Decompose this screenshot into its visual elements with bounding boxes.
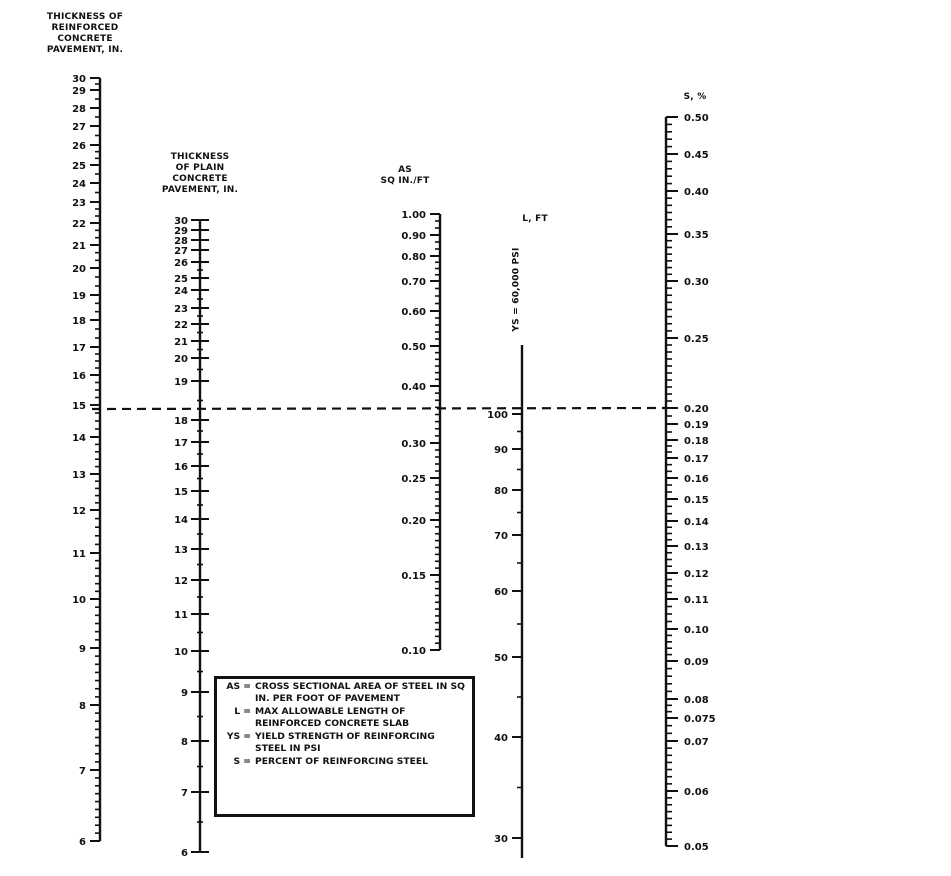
tick-label: 0.17 (684, 454, 709, 465)
tick-label: 6 (79, 837, 86, 848)
title-line: CONCRETE (57, 34, 113, 44)
tick-label: 30 (72, 74, 86, 85)
title-line: CONCRETE (172, 174, 228, 184)
tick-label: 0.10 (401, 646, 426, 657)
tick-label: 23 (174, 304, 188, 315)
tick-label: 0.18 (684, 436, 709, 447)
tick-label: 0.15 (684, 495, 709, 506)
axis-As (401, 210, 440, 657)
axis-L (487, 345, 522, 858)
tick-label: 15 (174, 487, 188, 498)
tick-label: 18 (174, 416, 188, 427)
tick-label: 16 (72, 371, 86, 382)
tick-label: 10 (174, 647, 188, 658)
tick-label: 0.05 (684, 842, 709, 853)
title-line: YS = 60,000 PSI (511, 247, 522, 332)
tick-label: 0.30 (684, 277, 709, 288)
tick-label: 0.70 (401, 277, 426, 288)
tick-label: 10 (72, 595, 86, 606)
tick-label: 0.45 (684, 150, 709, 161)
tick-label: 7 (181, 788, 188, 799)
tick-label: 0.25 (684, 334, 709, 345)
tick-label: 6 (181, 848, 188, 859)
tick-label: 12 (174, 576, 188, 587)
tick-label: 11 (72, 549, 86, 560)
tick-label: 13 (72, 470, 86, 481)
tick-label: 22 (72, 219, 86, 230)
tick-label: 0.08 (684, 695, 709, 706)
tick-label: 29 (72, 86, 86, 97)
tick-label: 20 (174, 354, 188, 365)
tick-label: 9 (181, 688, 188, 699)
tick-label: 8 (181, 737, 188, 748)
tick-label: 0.15 (401, 571, 426, 582)
tick-label: 29 (174, 226, 188, 237)
tick-label: 0.50 (401, 342, 426, 353)
legend-symbol: S = (233, 756, 251, 767)
legend-text: CROSS SECTIONAL AREA OF STEEL IN SQ IN. PER FOOT OF PAVEMENT (255, 681, 465, 704)
tick-label: 28 (174, 236, 188, 247)
tick-label: 90 (494, 445, 508, 456)
legend-item-s (223, 756, 466, 768)
tick-label: 19 (72, 291, 86, 302)
tick-label: 0.60 (401, 307, 426, 318)
tick-label: 0.10 (684, 625, 709, 636)
title-line: L, FT (522, 214, 548, 224)
tick-label: 0.16 (684, 474, 709, 485)
tick-label: 14 (72, 433, 86, 444)
tick-label: 0.11 (684, 595, 709, 606)
tick-label: 26 (174, 258, 188, 269)
tick-label: 12 (72, 506, 86, 517)
tick-label: 0.40 (684, 187, 709, 198)
tick-label: 80 (494, 486, 508, 497)
title-line: AS (398, 165, 412, 175)
title-line: THICKNESS OF (46, 12, 124, 22)
tick-label: 0.25 (401, 474, 426, 485)
tick-label: 60 (494, 587, 508, 598)
example-dashed-line (92, 408, 666, 409)
tick-label: 40 (494, 733, 508, 744)
legend-text: MAX ALLOWABLE LENGTH OF REINFORCED CONCRETE SLAB (255, 706, 410, 729)
tick-label: 0.06 (684, 787, 709, 798)
axis-reinforced (72, 74, 100, 848)
legend-box (214, 676, 475, 817)
legend-symbol: L = (234, 706, 251, 717)
tick-label: 19 (174, 377, 188, 388)
legend-item-l (223, 706, 466, 729)
legend-text: YIELD STRENGTH OF REINFORCING STEEL IN PSI (255, 731, 435, 754)
tick-label: 0.90 (401, 231, 426, 242)
tick-label: 0.19 (684, 420, 709, 431)
tick-label: 16 (174, 462, 188, 473)
legend-symbol: AS = (226, 681, 251, 692)
legend-item-ys (223, 731, 466, 754)
tick-label: 28 (72, 104, 86, 115)
tick-label: 9 (79, 644, 86, 655)
tick-label: 0.075 (684, 714, 716, 725)
legend-symbol: YS = (226, 731, 251, 742)
tick-label: 0.14 (684, 517, 709, 528)
tick-label: 20 (72, 264, 86, 275)
tick-label: 0.13 (684, 542, 709, 553)
tick-label: 27 (72, 122, 86, 133)
tick-label: 15 (72, 401, 86, 412)
tick-label: 30 (494, 834, 508, 845)
tick-label: 25 (174, 274, 188, 285)
tick-label: 100 (487, 410, 508, 421)
tick-label: 13 (174, 545, 188, 556)
title-line: REINFORCED (51, 23, 119, 33)
tick-label: 21 (72, 241, 86, 252)
tick-label: 30 (174, 216, 188, 227)
tick-label: 14 (174, 515, 188, 526)
tick-label: 17 (174, 438, 188, 449)
legend-item-as (223, 681, 466, 704)
tick-label: 0.30 (401, 439, 426, 450)
tick-label: 50 (494, 653, 508, 664)
title-line: OF PLAIN (175, 163, 225, 173)
axis-S (666, 113, 716, 853)
tick-label: 0.12 (684, 569, 709, 580)
tick-label: 0.50 (684, 113, 709, 124)
title-line: THICKNESS (170, 152, 230, 162)
tick-label: 22 (174, 320, 188, 331)
tick-label: 8 (79, 701, 86, 712)
tick-label: 0.07 (684, 737, 709, 748)
title-line: PAVEMENT, IN. (161, 185, 239, 195)
tick-label: 25 (72, 161, 86, 172)
tick-label: 17 (72, 343, 86, 354)
tick-label: 0.80 (401, 252, 426, 263)
tick-label: 26 (72, 141, 86, 152)
title-line: PAVEMENT, IN. (46, 45, 124, 55)
tick-label: 7 (79, 766, 86, 777)
tick-label: 21 (174, 337, 188, 348)
tick-label: 1.00 (401, 210, 426, 221)
axis-plain (174, 216, 209, 859)
tick-label: 0.20 (684, 404, 709, 415)
tick-label: 24 (174, 286, 188, 297)
tick-label: 11 (174, 610, 188, 621)
tick-label: 0.09 (684, 657, 709, 668)
legend-text: PERCENT OF REINFORCING STEEL (255, 756, 429, 767)
tick-label: 27 (174, 246, 188, 257)
tick-label: 0.35 (684, 230, 709, 241)
tick-label: 24 (72, 179, 86, 190)
tick-label: 18 (72, 316, 86, 327)
title-line: SQ IN./FT (380, 176, 430, 186)
tick-label: 23 (72, 198, 86, 209)
tick-label: 0.20 (401, 516, 426, 527)
tick-label: 70 (494, 531, 508, 542)
title-line: S, % (683, 92, 707, 102)
tick-label: 0.40 (401, 382, 426, 393)
